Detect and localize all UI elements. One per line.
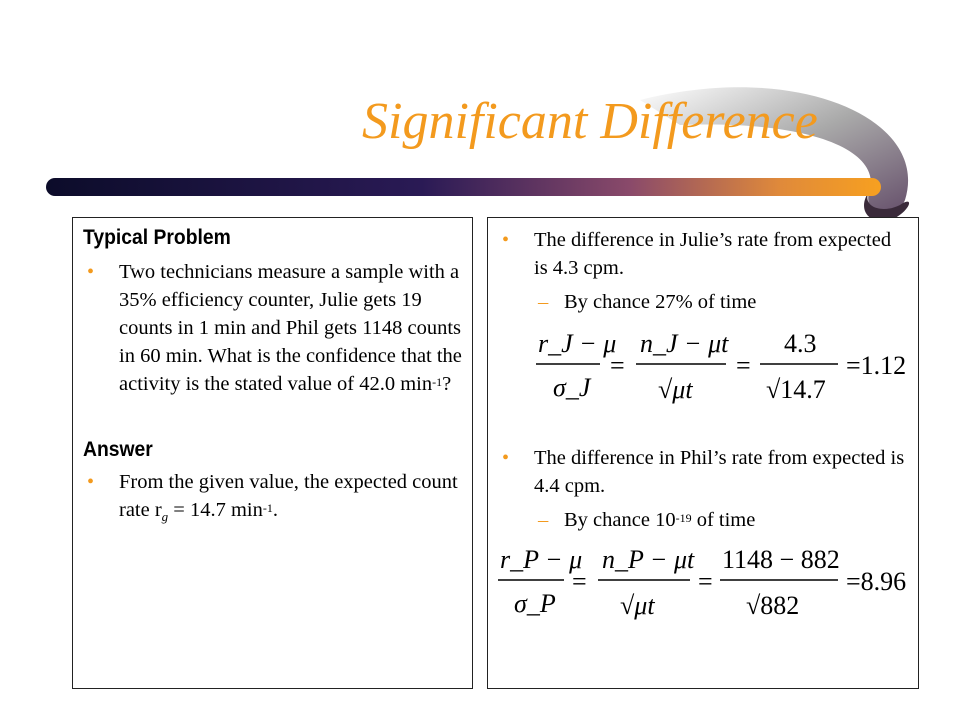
phil-text: The difference in Phil’s rate from expected is 4.4 cpm.: [534, 447, 905, 497]
answer-subscript: g: [161, 509, 169, 525]
bullet-dot-icon: •: [87, 261, 95, 283]
phil-eq-rhs-den: √882: [746, 591, 800, 620]
answer-end: .: [272, 499, 278, 521]
equals-sign: =: [736, 351, 751, 380]
problem-panel: [72, 217, 473, 689]
phil-eq-mid-num: n_P − μt: [602, 545, 695, 574]
bullet-dot-icon: •: [502, 229, 510, 251]
answer-heading: Answer: [83, 438, 153, 461]
phil-equation: [498, 536, 908, 626]
typical-problem-heading: Typical Problem: [83, 226, 231, 249]
equals-sign: =: [610, 351, 625, 380]
phil-eq-mid-den: √μt: [620, 591, 655, 620]
problem-superscript: -1: [432, 375, 443, 389]
problem-text: Two technicians measure a sample with a 35% efficiency counter, Julie gets 19 counts in 1 min and Phil gets 1148 counts in 60 min. What is the confidence that the activity is the stated value of 42.0 min: [119, 261, 462, 395]
julie-eq-lhs-den: σ_J: [553, 373, 591, 402]
answer-mid: = 14.7 min: [168, 499, 263, 521]
dash-icon: –: [538, 509, 549, 531]
solution-panel: [487, 217, 919, 689]
julie-chance-text: By chance 27% of time: [564, 291, 757, 313]
problem-bullet: [83, 258, 462, 398]
phil-eq-lhs-den: σ_P: [514, 589, 556, 618]
phil-chance: [498, 506, 908, 534]
julie-eq-mid-num: n_J − μt: [640, 329, 729, 358]
julie-eq-rhs-num: 4.3: [784, 329, 817, 358]
julie-equation: [498, 320, 908, 410]
answer-superscript: -1: [262, 501, 273, 515]
julie-eq-lhs-num: r_J − μ: [538, 329, 617, 358]
equals-sign: =: [572, 567, 587, 596]
julie-text: The difference in Julie’s rate from expected is 4.3 cpm.: [534, 229, 892, 279]
answer-text: From the given value, the expected count rate r: [119, 471, 458, 521]
answer-bullet: [83, 468, 462, 531]
phil-chance-text: By chance 10: [564, 509, 676, 531]
bullet-dot-icon: •: [87, 471, 95, 493]
phil-eq-lhs-num: r_P − μ: [500, 545, 583, 574]
equals-sign: =: [698, 567, 713, 596]
julie-eq-mid-den: √μt: [658, 375, 693, 404]
julie-bullet: [498, 226, 908, 282]
problem-end: ?: [442, 373, 452, 395]
phil-eq-rhs-num: 1148 − 882: [722, 545, 840, 574]
phil-chance-superscript: -19: [675, 511, 692, 525]
julie-chance: [498, 288, 908, 316]
phil-chance-end: of time: [691, 509, 756, 531]
julie-eq-result: =1.12: [846, 351, 907, 380]
phil-eq-result: =8.96: [846, 567, 907, 596]
slide-title: Significant Difference: [362, 93, 818, 150]
julie-eq-rhs-den: √14.7: [766, 375, 826, 404]
dash-icon: –: [538, 291, 549, 313]
phil-bullet: [498, 444, 908, 500]
bullet-dot-icon: •: [502, 447, 510, 469]
